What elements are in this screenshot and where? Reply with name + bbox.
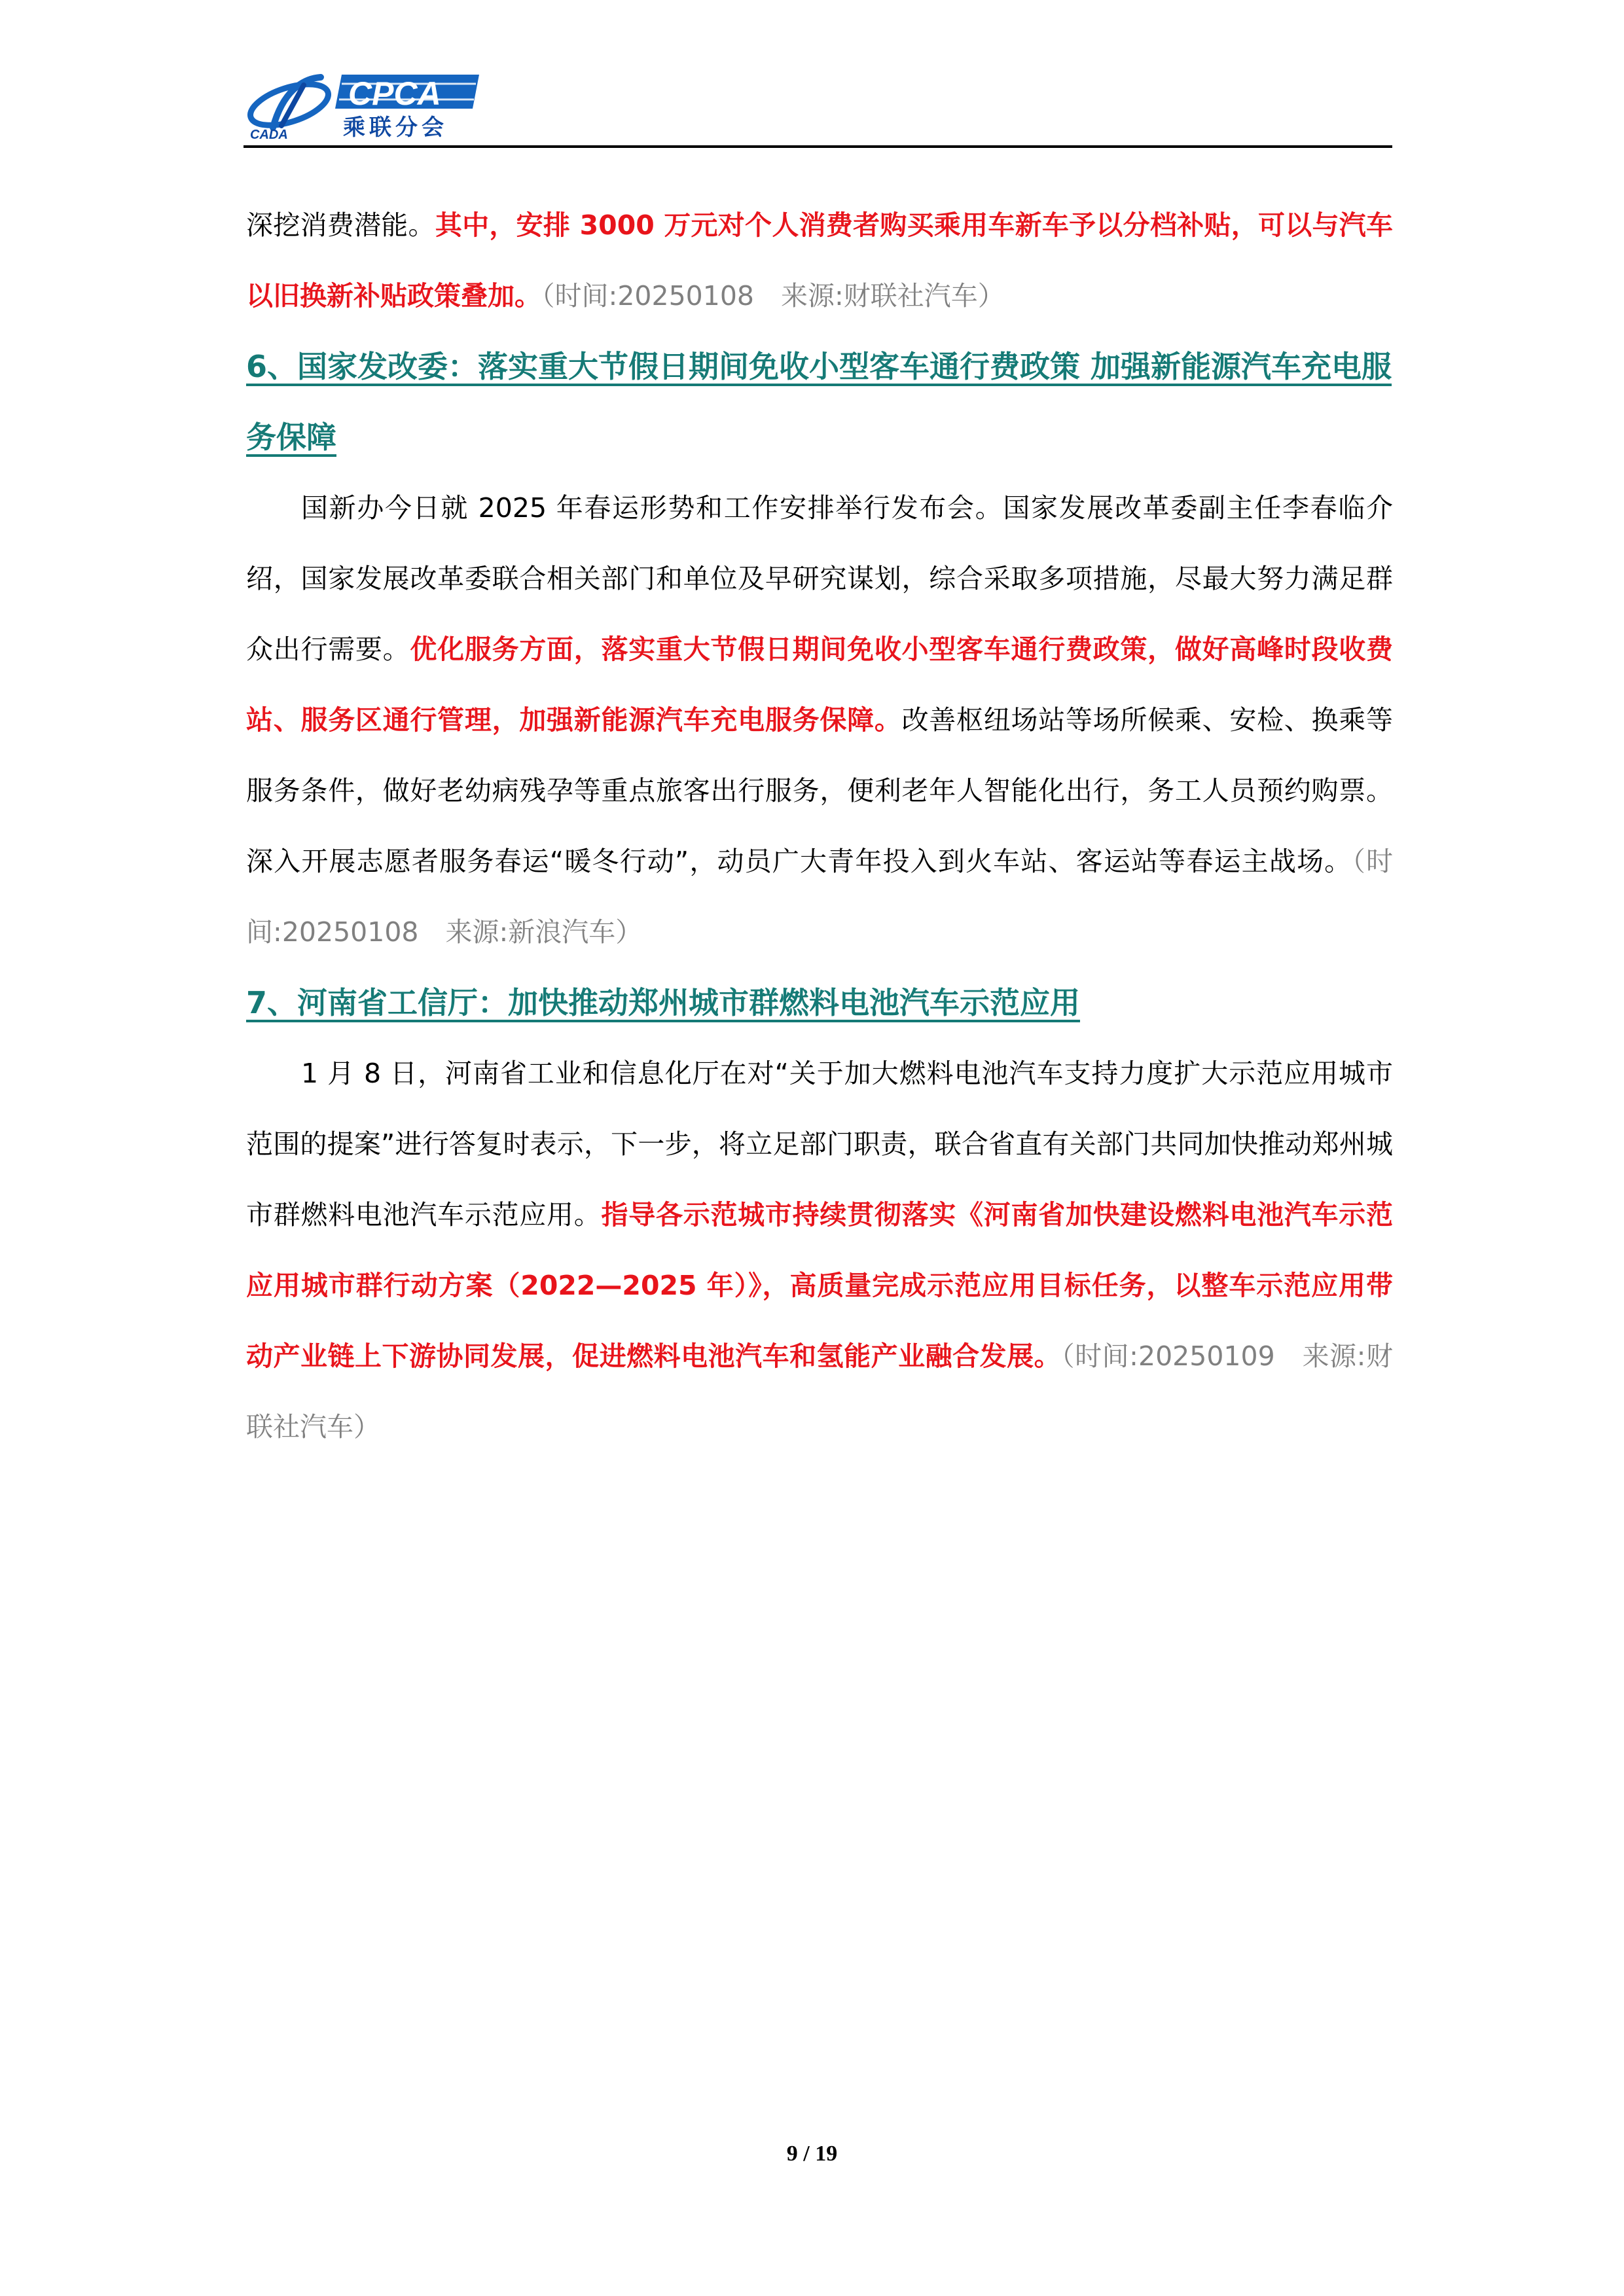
logo-text: CPCA <box>348 75 441 112</box>
section-6-highlight: 优化服务方面，落实重大节假日期间免收小型客车通行费政策，做好高峰时段收费站、服务区通行管理，加强新能源汽车充电服务保障。 <box>246 634 1393 736</box>
section-6-heading: 6、国家发改委：落实重大节假日期间免收小型客车通行费政策 加强新能源汽车充电服务保障 <box>246 349 1392 455</box>
intro-text: 深挖消费潜能。 <box>246 209 435 241</box>
intro-highlight: 其中，安排 3000 万元对个人消费者购买乘用车新车予以分档补贴，可以与汽车以旧换新补贴政策叠加。 <box>246 209 1394 312</box>
section-7-highlight: 指导各示范城市持续贯彻落实《河南省加快建设燃料电池汽车示范应用城市群行动方案（2022—2025 年）》，高质量完成示范应用目标任务，以整车示范应用带动产业链上下游协同发展，促进燃料电池汽车和氢能产业融合发展。 <box>246 1199 1394 1372</box>
intro-meta: （时间:20250108 来源:财联社汽车） <box>541 280 1005 312</box>
intro-paragraph <box>246 190 1393 331</box>
section-7-text-1: 1 月 8 日，河南省工业和信息化厅在对“关于加大燃料电池汽车支持力度扩大示范应用城市范围的提案”进行答复时表示，下一步，将立足部门职责，联合省直有关部门共同加快推动郑州城市群燃料电池汽车示范应用。 <box>246 1058 1393 1230</box>
section-6-text-2: 改善枢纽场站等场所候乘、安检、换乘等服务条件，做好老幼病残孕等重点旅客出行服务，便利老年人智能化出行，务工人员预约购票。深入开展志愿者服务春运“暖冬行动”，动员广大青年投入到火车站、客运站等春运主战场。 <box>246 704 1393 877</box>
section-6-paragraph <box>246 473 1393 967</box>
page-header <box>244 65 1392 147</box>
section-7-meta: （时间:20250109 来源:财联社汽车） <box>246 1340 1394 1443</box>
section-6-text-1: 国新办今日就 2025 年春运形势和工作安排举行发布会。国家发展改革委副主任李春临介绍，国家发展改革委联合相关部门和单位及早研究谋划，综合采取多项措施，尽最大努力满足群众出行需要。 <box>246 492 1393 665</box>
header-divider <box>244 145 1392 148</box>
logo-subtitle: 乘联分会 <box>343 115 448 141</box>
cpca-logo <box>244 65 479 143</box>
section-7-heading: 7、河南省工信厅：加快推动郑州城市群燃料电池汽车示范应用 <box>246 985 1081 1020</box>
article-body <box>246 190 1393 1462</box>
section-6-meta: （时间:20250108 来源:新浪汽车） <box>246 846 1393 948</box>
section-7-paragraph <box>246 1038 1393 1462</box>
logo-mark-text: CADA <box>250 128 288 142</box>
page-number: 9 / 19 <box>786 2142 838 2166</box>
